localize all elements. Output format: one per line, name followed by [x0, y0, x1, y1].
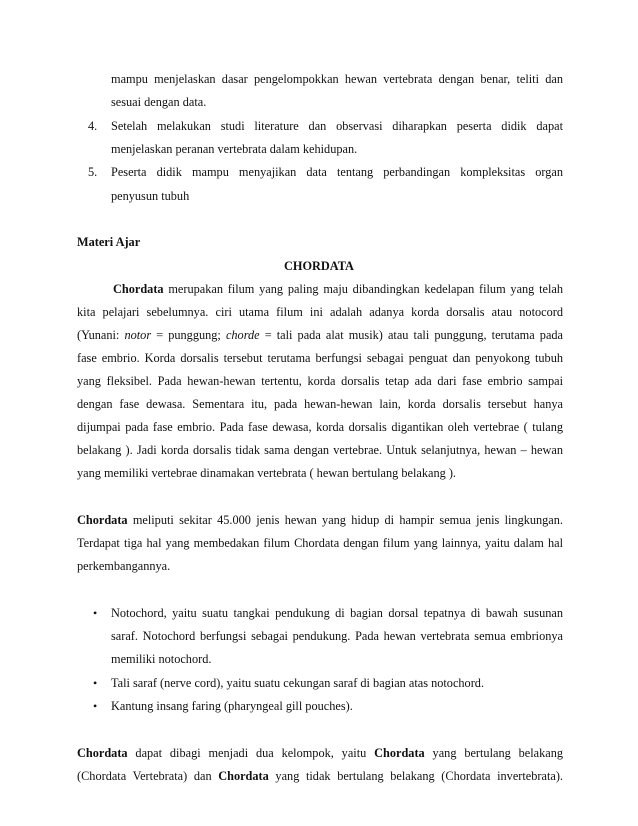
paragraph-1-line-1-text: merupakan filum yang paling maju dibandingkan kedelapan filum yang telah [163, 282, 563, 296]
paragraph-1-line-3-b: = punggung; [151, 328, 226, 342]
objective-4-line-1: Setelah melakukan studi literature dan observasi diharapkan peserta didik dapat [111, 119, 563, 133]
paragraph-1-line-4: fase embrio. Korda dorsalis tersebut terutama berfungsi sebagai penguat dan penyokong tubuh [77, 351, 563, 365]
paragraph-1-line-3-c: = tali pada alat musik) atau tali punggung, terutama pada [259, 328, 564, 342]
objective-5-number: 5. [88, 165, 98, 179]
paragraph-3-line-1-a: dapat dibagi menjadi dua kelompok, yaitu [127, 746, 375, 760]
paragraph-2-line-1-text: meliputi sekitar 45.000 jenis hewan yang hidup di hampir semua jenis lingkungan. [127, 513, 563, 527]
objective-4-number: 4. [88, 119, 98, 133]
chordata-term: Chordata [374, 746, 425, 760]
paragraph-1-line-3 [77, 327, 563, 343]
bullet-marker: • [93, 606, 98, 620]
section-heading: Materi Ajar [77, 235, 141, 249]
chordata-term: Chordata [77, 746, 128, 760]
objective-4-line-2: menjelaskan peranan vertebrata dalam kehidupan. [111, 142, 358, 156]
bullet-marker: • [93, 699, 98, 713]
objective-5-line-2: penyusun tubuh [111, 189, 190, 203]
paragraph-1-line-8: belakang ). Jadi korda dorsalis tidak sama dengan vertebrae. Untuk selanjutnya, hewan – hewan [77, 443, 563, 457]
chordata-term: Chordata [77, 513, 128, 527]
objective-3-line-2: sesuai dengan data. [111, 95, 207, 109]
chordata-term: Chordata [218, 769, 269, 783]
page-title: CHORDATA [284, 259, 354, 273]
term-notor: notor [124, 328, 152, 342]
paragraph-3-line-2-a: (Chordata Vertebrata) dan [77, 769, 219, 783]
bullet-2-line-1: Tali saraf (nerve cord), yaitu suatu cekungan saraf di bagian atas notochord. [111, 676, 485, 690]
chordata-term: Chordata [113, 282, 164, 296]
paragraph-1-line-7: dijumpai pada fase embrio. Pada fase dewasa, korda dorsalis digantikan oleh vertebrae ( tulang [77, 420, 563, 434]
paragraph-1-line-5: yang fleksibel. Pada hewan-hewan tertentu, korda dorsalis tetap ada dari fase embrio sampai [77, 374, 563, 388]
objective-3-line-1: mampu menjelaskan dasar pengelompokkan hewan vertebrata dengan benar, teliti dan [111, 72, 563, 86]
objective-5-line-1: Peserta didik mampu menyajikan data tentang perbandingan kompleksitas organ [111, 165, 563, 179]
paragraph-1-line-6: dengan fase dewasa. Sementara itu, pada hewan-hewan lain, korda dorsalis tersebut hanya [77, 397, 563, 411]
paragraph-1-line-1 [113, 281, 563, 297]
bullet-1-line-2: saraf. Notochord berfungsi sebagai pendukung. Pada hewan vertebrata semua embrionya [111, 629, 563, 643]
paragraph-3-line-1-b: yang bertulang belakang [424, 746, 563, 760]
bullet-1-line-1: Notochord, yaitu suatu tangkai pendukung di bagian dorsal tepatnya di bawah susunan [111, 606, 563, 620]
paragraph-2-line-3: perkembangannya. [77, 559, 171, 573]
paragraph-3-line-2 [77, 768, 563, 784]
bullet-1-line-3: memiliki notochord. [111, 652, 212, 666]
bullet-marker: • [93, 676, 98, 690]
paragraph-1-line-2: kita pelajari sebelumnya. ciri utama filum ini adalah adanya korda dorsalis atau notocord [77, 305, 563, 319]
paragraph-1-line-3-a: (Yunani: [77, 328, 125, 342]
paragraph-3-line-2-b: yang tidak bertulang belakang (Chordata invertebrata). [268, 769, 563, 783]
paragraph-2-line-1 [77, 512, 563, 528]
bullet-3-line-1: Kantung insang faring (pharyngeal gill pouches). [111, 699, 353, 713]
paragraph-2-line-2: Terdapat tiga hal yang membedakan filum Chordata dengan filum yang lainnya, yaitu dalam hal [77, 536, 563, 550]
paragraph-3-line-1 [77, 745, 563, 761]
term-chorde: chorde [225, 328, 260, 342]
paragraph-1-line-9: yang memiliki vertebrae dinamakan vertebrata ( hewan bertulang belakang ). [77, 466, 456, 480]
